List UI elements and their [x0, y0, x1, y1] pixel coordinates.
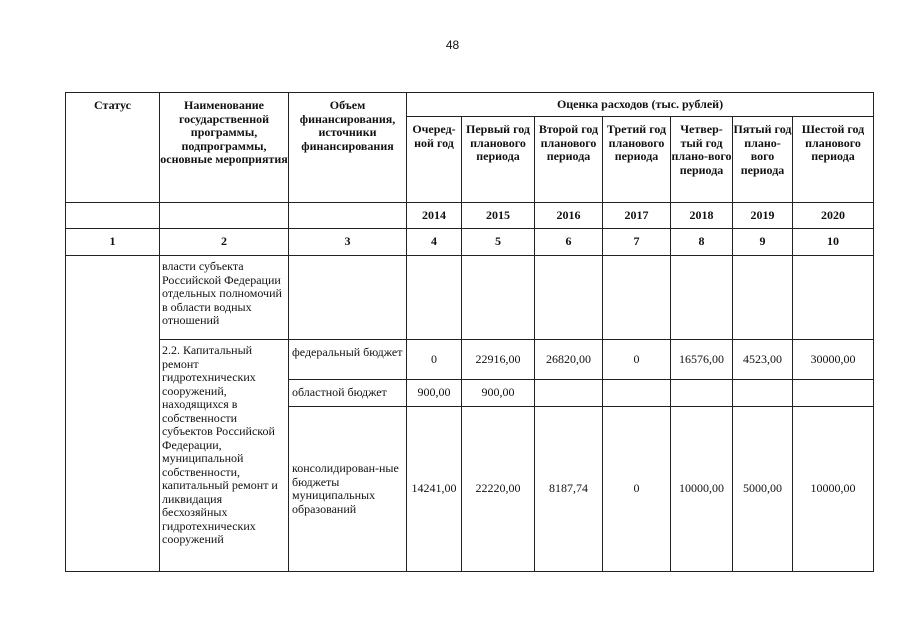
column-number-row — [66, 229, 874, 256]
empty-cell — [671, 256, 733, 340]
header-period: Третий год планового периода — [603, 117, 671, 203]
column-number: 9 — [733, 229, 793, 256]
value-cell: 10000,00 — [671, 407, 733, 572]
header-period: Пятый год плано-вого периода — [733, 117, 793, 203]
value-cell — [671, 380, 733, 407]
empty-cell — [462, 256, 535, 340]
header-period: Первый год планового периода — [462, 117, 535, 203]
empty-cell — [66, 203, 160, 229]
source-name: федеральный бюджет — [289, 340, 407, 380]
header-row-top — [66, 93, 874, 117]
value-cell: 22916,00 — [462, 340, 535, 380]
continuation-row — [66, 256, 874, 340]
header-row-years — [66, 203, 874, 229]
column-number: 8 — [671, 229, 733, 256]
empty-cell — [289, 203, 407, 229]
value-cell: 14241,00 — [407, 407, 462, 572]
value-cell: 26820,00 — [535, 340, 603, 380]
empty-cell — [289, 256, 407, 340]
empty-cell — [793, 256, 874, 340]
header-status: Статус — [66, 93, 160, 203]
value-cell — [733, 380, 793, 407]
header-program-name: Наименование государственной программы, подпрограммы, основные мероприятия — [160, 93, 289, 203]
header-estimate: Оценка расходов (тыс. рублей) — [407, 93, 874, 117]
value-cell: 900,00 — [407, 380, 462, 407]
value-cell: 16576,00 — [671, 340, 733, 380]
value-cell: 30000,00 — [793, 340, 874, 380]
value-cell: 900,00 — [462, 380, 535, 407]
value-cell: 8187,74 — [535, 407, 603, 572]
column-number: 5 — [462, 229, 535, 256]
measure-name: 2.2. Капитальный ремонт гидротехнических сооружений, находящихся в собственности субъектов Российской Федерации, муниципальной собственности, капитальный ремонт и ликвидация бесхозяйных гидротехнических сооружений — [160, 340, 289, 572]
source-name: областной бюджет — [289, 380, 407, 407]
column-number: 6 — [535, 229, 603, 256]
empty-cell — [535, 256, 603, 340]
value-cell — [793, 380, 874, 407]
value-cell: 22220,00 — [462, 407, 535, 572]
column-number: 1 — [66, 229, 160, 256]
column-number: 2 — [160, 229, 289, 256]
value-cell: 0 — [603, 340, 671, 380]
continuation-text: власти субъекта Российской Федерации отдельных полномочий в области водных отношений — [160, 256, 289, 340]
header-period: Второй год планового периода — [535, 117, 603, 203]
header-period: Шестой год планового периода — [793, 117, 874, 203]
value-cell — [535, 380, 603, 407]
header-period: Очеред-ной год — [407, 117, 462, 203]
empty-cell — [160, 203, 289, 229]
value-cell: 10000,00 — [793, 407, 874, 572]
expense-table — [65, 92, 874, 572]
header-period: Четвер-тый год плано-вого периода — [671, 117, 733, 203]
value-cell: 0 — [407, 340, 462, 380]
year-cell: 2017 — [603, 203, 671, 229]
value-cell: 4523,00 — [733, 340, 793, 380]
year-cell: 2019 — [733, 203, 793, 229]
column-number: 3 — [289, 229, 407, 256]
value-cell: 5000,00 — [733, 407, 793, 572]
year-cell: 2020 — [793, 203, 874, 229]
column-number: 4 — [407, 229, 462, 256]
year-cell: 2015 — [462, 203, 535, 229]
column-number: 7 — [603, 229, 671, 256]
value-cell — [603, 380, 671, 407]
page-number: 48 — [445, 38, 460, 52]
column-number: 10 — [793, 229, 874, 256]
empty-cell — [733, 256, 793, 340]
value-cell: 0 — [603, 407, 671, 572]
year-cell: 2018 — [671, 203, 733, 229]
empty-cell — [603, 256, 671, 340]
empty-cell — [407, 256, 462, 340]
header-financing: Объем финансирования, источники финансирования — [289, 93, 407, 203]
year-cell: 2014 — [407, 203, 462, 229]
status-cell — [66, 256, 160, 572]
source-name: консолидирован-ные бюджеты муниципальных образований — [289, 407, 407, 572]
year-cell: 2016 — [535, 203, 603, 229]
source-row-federal — [66, 340, 874, 380]
